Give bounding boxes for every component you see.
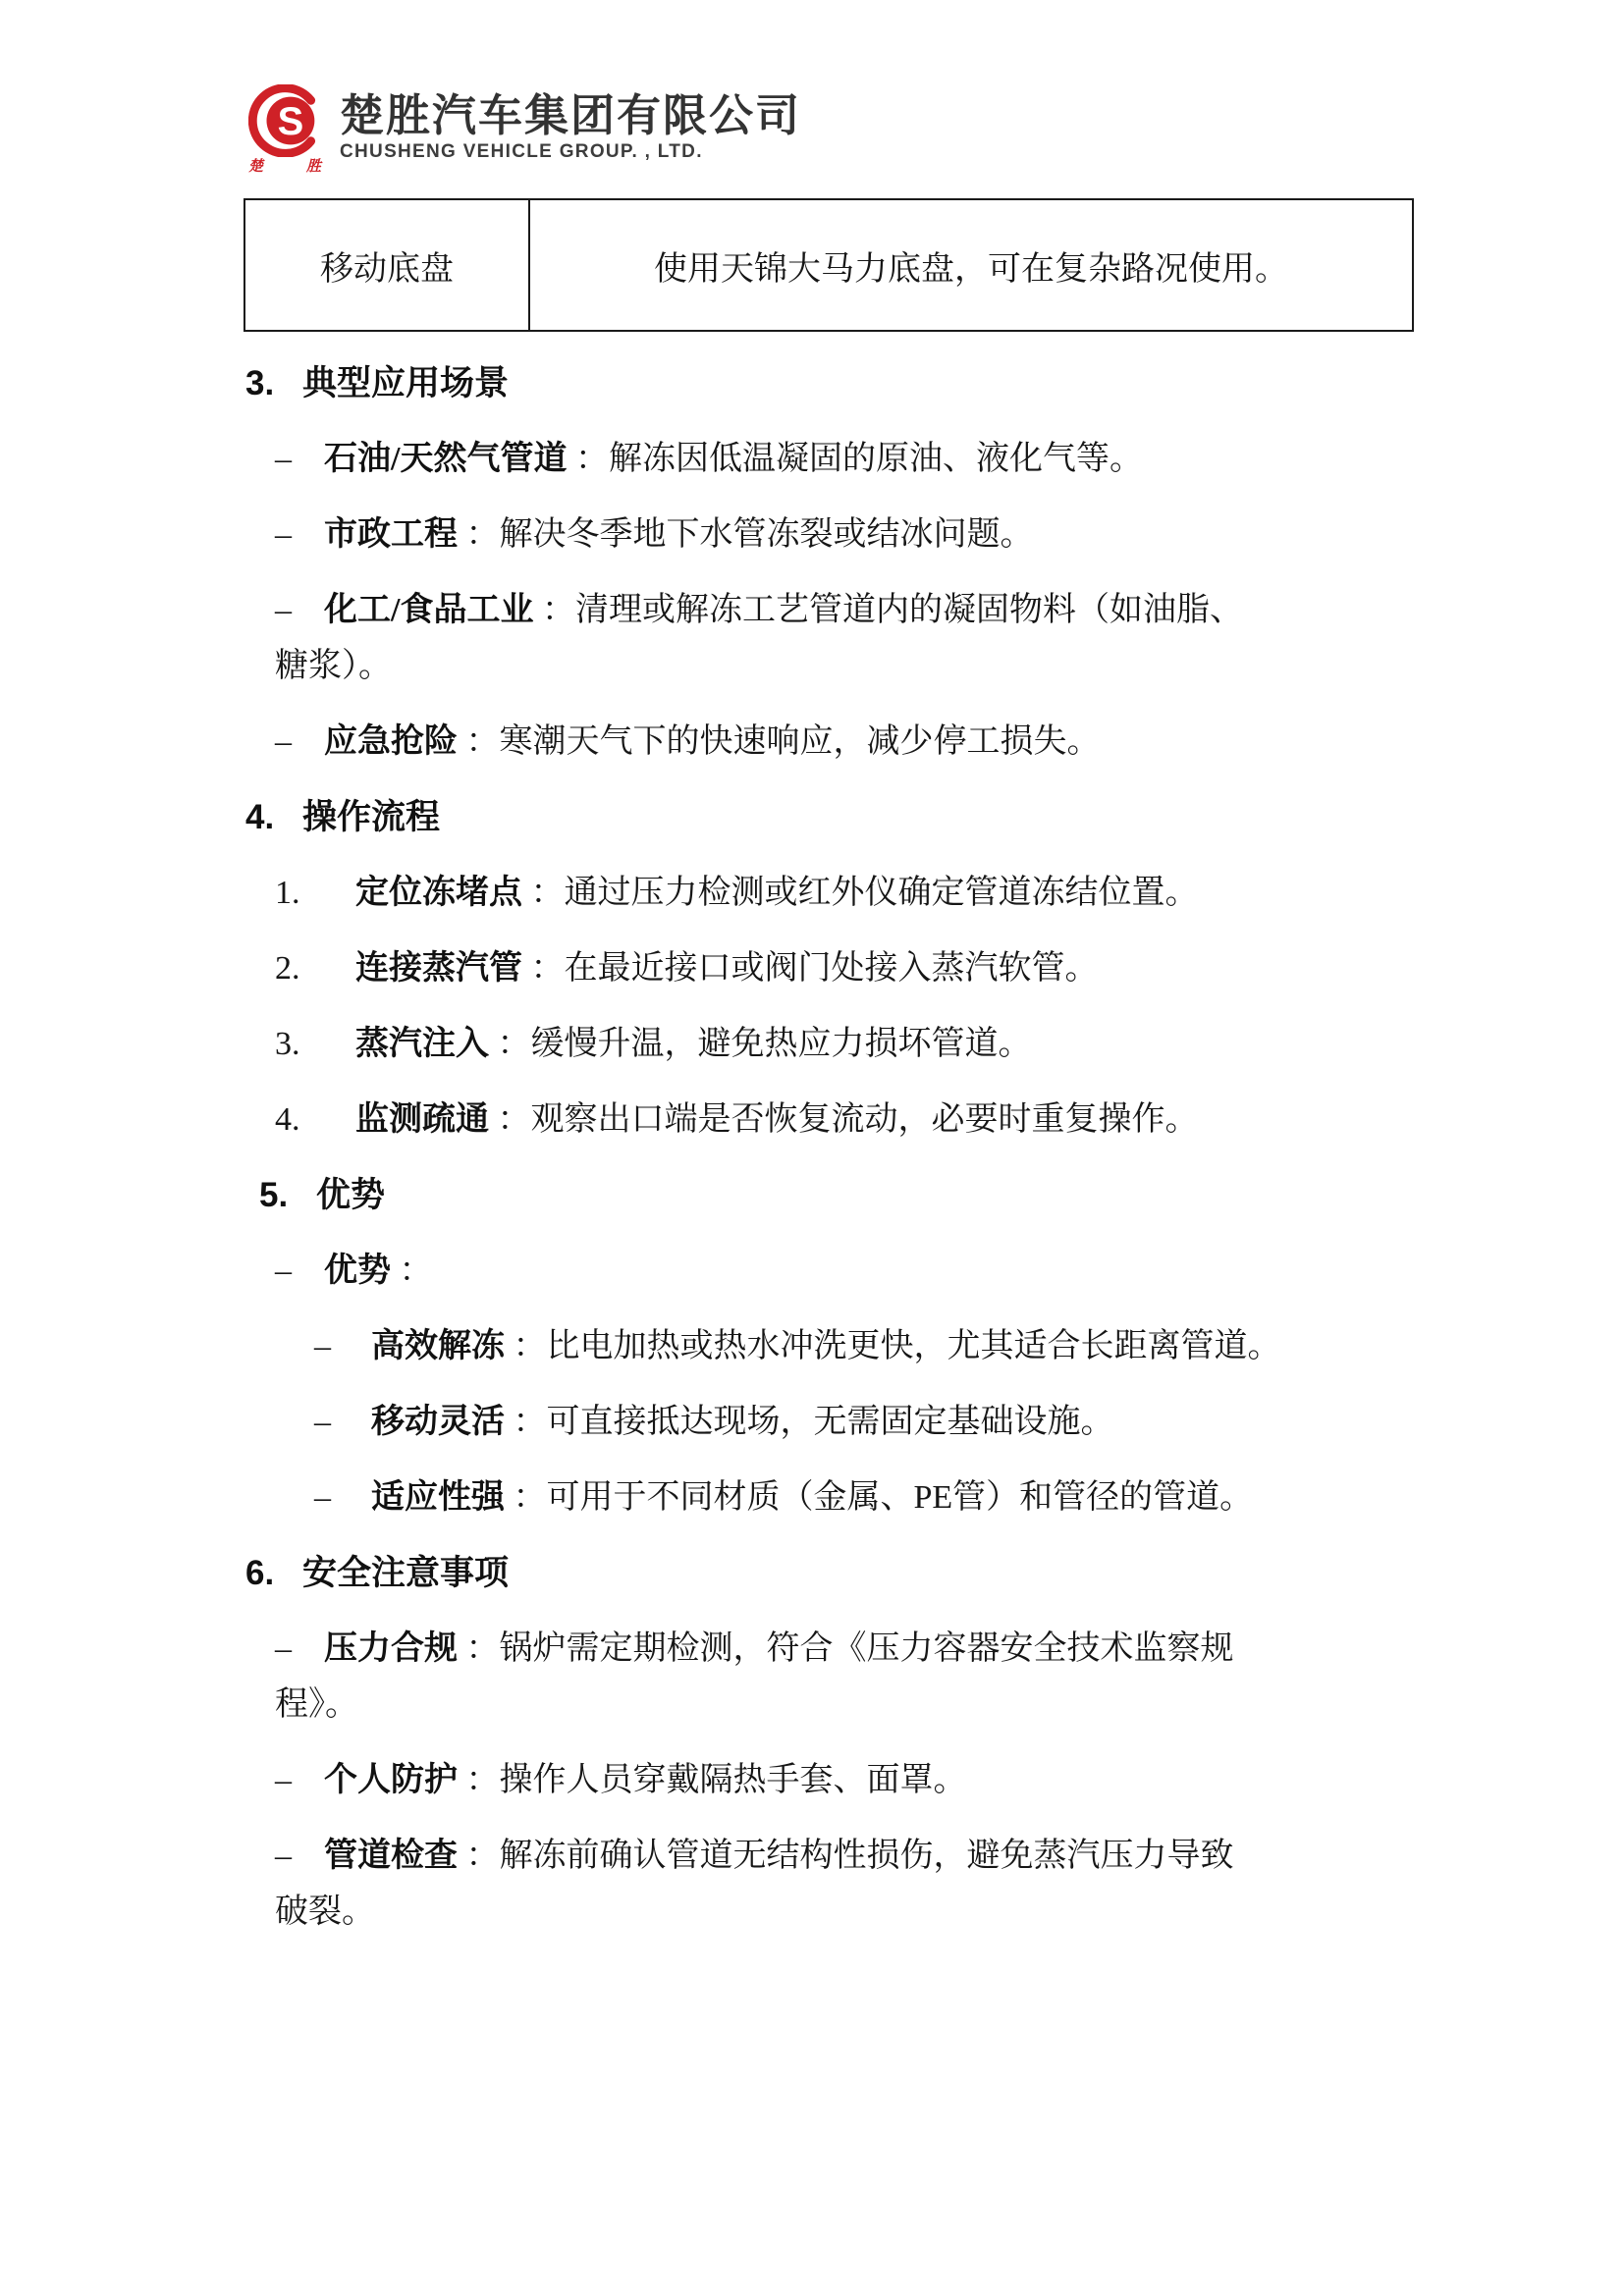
section-number: 3.: [245, 364, 275, 402]
item-sep: ：: [522, 875, 565, 911]
bullet-sep: ：: [505, 1479, 547, 1516]
logo-emblem: [245, 84, 324, 176]
bullet-item: [275, 1621, 1536, 1733]
item-term: 监测疏通: [355, 1101, 489, 1138]
item-sep: ：: [522, 950, 565, 987]
bullet-term: 管道检查: [324, 1838, 458, 1874]
bullet-sep: ：: [458, 1762, 500, 1798]
spec-value-cell: 使用天锦大马力底盘，可在复杂路况使用。: [654, 250, 1288, 288]
document-body: [0, 346, 1624, 1959]
item-term: 蒸汽注入: [355, 1026, 489, 1062]
bullet-term: 化工/食品工业: [324, 592, 534, 628]
bullet-dash: –: [275, 1838, 292, 1874]
bullet-sep: ：: [458, 516, 500, 553]
bullet-item: [275, 431, 1536, 487]
bullet-term: 压力合规: [324, 1630, 458, 1667]
numbered-item: [275, 1016, 1536, 1072]
bullet-dash: –: [314, 1479, 331, 1516]
bullet-text: 操作人员穿戴隔热手套、面罩。: [499, 1762, 967, 1798]
section-title: 操作流程: [302, 798, 441, 836]
item-text: 通过压力检测或红外仪确定管道冻结位置。: [564, 875, 1199, 911]
section-title: 安全注意事项: [302, 1554, 510, 1592]
bullet-dash: –: [275, 1630, 292, 1667]
bullet-sep: ：: [458, 723, 500, 760]
bullet-text: 锅炉需定期检测，符合《压力容器安全技术监察规: [499, 1630, 1234, 1667]
numbered-item: [275, 1092, 1536, 1148]
bullet-text: 寒潮天气下的快速响应，减少停工损失。: [499, 723, 1101, 760]
bullet-item: [275, 1243, 1536, 1299]
item-number: 3.: [275, 1026, 300, 1062]
bullet-term: 市政工程: [324, 516, 458, 553]
item-text: 缓慢升温，避免热应力损坏管道。: [530, 1026, 1032, 1062]
company-name-en: CHUSHENG VEHICLE GROUP. , LTD.: [340, 141, 703, 162]
logo-char-left: 楚: [248, 159, 264, 175]
spec-table: [244, 198, 1414, 332]
bullet-text: 解冻因低温凝固的原油、液化气等。: [608, 441, 1143, 477]
bullet-sep: ：: [567, 441, 609, 477]
sub-bullet-item: [314, 1394, 1536, 1450]
bullet-text-continued: 程》。: [275, 1686, 358, 1723]
bullet-term: 石油/天然气管道: [324, 441, 568, 477]
item-number: 4.: [275, 1101, 300, 1138]
section-number: 6.: [245, 1554, 275, 1592]
item-term: 连接蒸汽管: [355, 950, 522, 987]
bullet-dash: –: [275, 516, 292, 553]
bullet-term: 应急抢险: [324, 723, 458, 760]
item-term: 定位冻堵点: [355, 875, 522, 911]
bullet-sep: ：: [458, 1838, 500, 1874]
bullet-term: 优势: [324, 1253, 391, 1289]
bullet-sep: ：: [505, 1328, 547, 1364]
numbered-item: [275, 865, 1536, 921]
logo-emblem-caption: [248, 155, 321, 176]
bullet-item: [275, 507, 1536, 562]
section-6-heading: [245, 1545, 1506, 1601]
logo-emblem-icon: [248, 84, 321, 157]
section-4-heading: [245, 789, 1506, 845]
section-title: 优势: [316, 1176, 386, 1214]
bullet-term: 高效解冻: [371, 1328, 505, 1364]
bullet-text: 可直接抵达现场，无需固定基础设施。: [546, 1404, 1114, 1440]
bullet-dash: –: [275, 441, 292, 477]
sub-bullet-item: [314, 1469, 1536, 1525]
bullet-dash: –: [275, 1253, 292, 1289]
bullet-dash: –: [275, 592, 292, 628]
bullet-sep: ：: [391, 1253, 433, 1289]
bullet-term: 个人防护: [324, 1762, 458, 1798]
bullet-sep: ：: [458, 1630, 500, 1667]
section-title: 典型应用场景: [302, 364, 510, 402]
section-number: 4.: [245, 798, 275, 836]
bullet-sep: ：: [505, 1404, 547, 1440]
bullet-text: 解冻前确认管道无结构性损伤，避免蒸汽压力导致: [499, 1838, 1234, 1874]
section-3-heading: [245, 355, 1506, 411]
item-sep: ：: [489, 1026, 531, 1062]
bullet-dash: –: [314, 1328, 331, 1364]
item-number: 2.: [275, 950, 300, 987]
section-number: 5.: [259, 1176, 289, 1214]
svg-text:S: S: [277, 100, 304, 144]
bullet-item: [275, 1752, 1536, 1808]
numbered-item: [275, 940, 1536, 996]
company-logo: [245, 84, 801, 176]
bullet-item: [275, 714, 1536, 770]
bullet-dash: –: [275, 1762, 292, 1798]
item-text: 在最近接口或阀门处接入蒸汽软管。: [564, 950, 1099, 987]
bullet-text: 清理或解冻工艺管道内的凝固物料（如油脂、: [574, 592, 1243, 628]
bullet-item: [275, 582, 1536, 694]
spec-label-cell: 移动底盘: [245, 200, 530, 330]
company-name-block: [340, 84, 801, 164]
bullet-sep: ：: [533, 592, 575, 628]
item-sep: ：: [489, 1101, 531, 1138]
bullet-term: 移动灵活: [371, 1404, 505, 1440]
section-5-heading: [259, 1167, 1506, 1223]
bullet-text: 比电加热或热水冲洗更快，尤其适合长距离管道。: [546, 1328, 1281, 1364]
bullet-dash: –: [275, 723, 292, 760]
bullet-text-continued: 糖浆）。: [275, 648, 392, 684]
bullet-dash: –: [314, 1404, 331, 1440]
item-text: 观察出口端是否恢复流动，必要时重复操作。: [530, 1101, 1199, 1138]
bullet-item: [275, 1828, 1536, 1940]
item-number: 1.: [275, 875, 300, 911]
company-name-cn: 楚胜汽车集团有限公司: [340, 90, 802, 140]
bullet-term: 适应性强: [371, 1479, 505, 1516]
bullet-text-continued: 破裂。: [275, 1894, 375, 1930]
logo-char-right: 胜: [305, 159, 321, 175]
sub-bullet-item: [314, 1318, 1536, 1374]
bullet-text: 解决冬季地下水管冻裂或结冰问题。: [499, 516, 1034, 553]
bullet-text: 可用于不同材质（金属、PE管）和管径的管道。: [546, 1479, 1254, 1516]
